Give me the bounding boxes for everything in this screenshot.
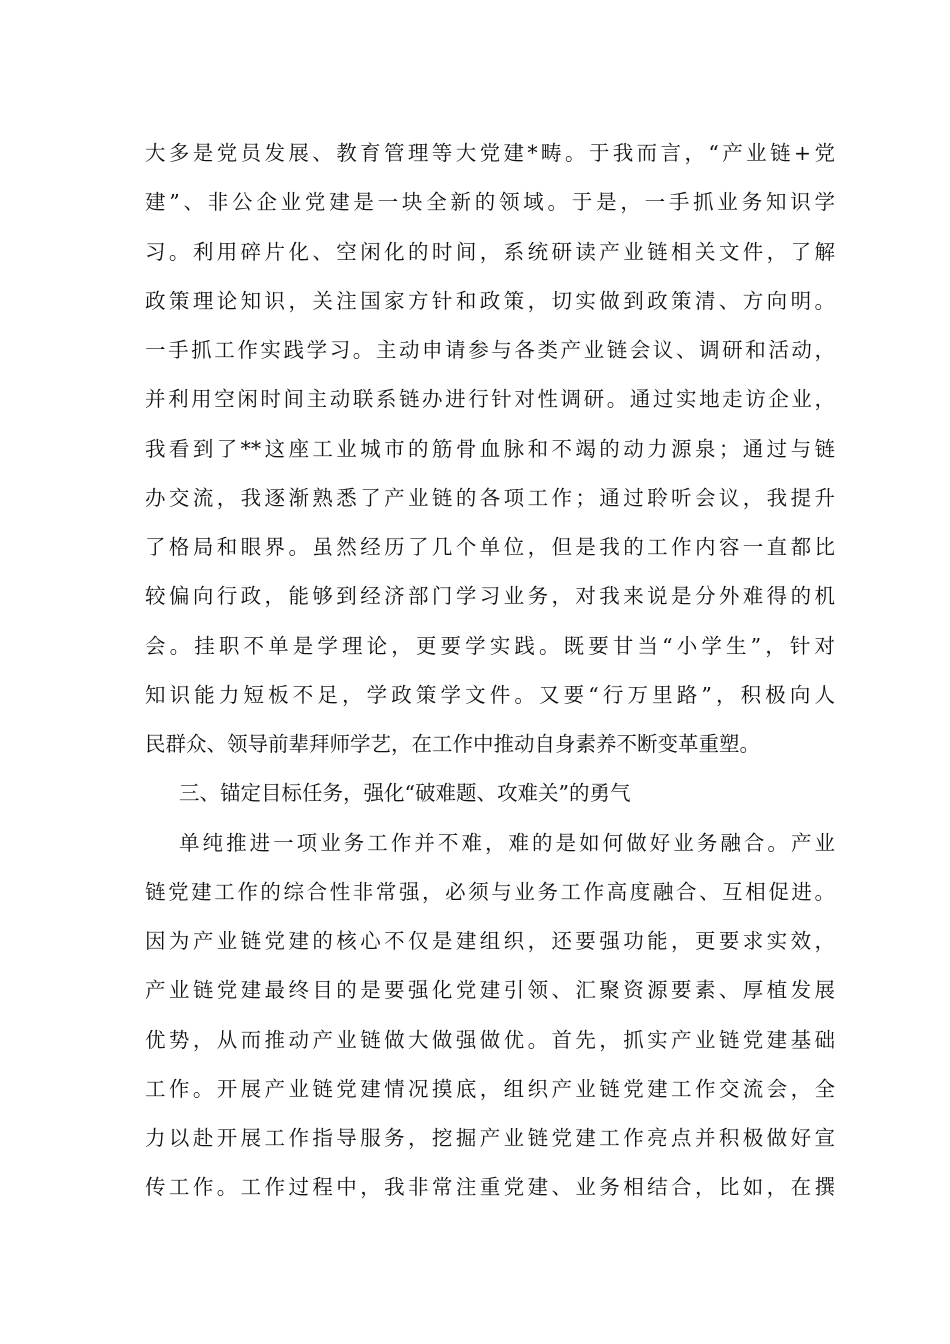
text-line: 了格局和眼界。虽然经历了几个单位，但是我的工作内容一直都比: [145, 535, 835, 559]
text-line: 产业链党建最终目的是要强化党建引领、汇聚资源要素、厚植发展: [145, 978, 835, 1003]
text-line: 习。利用碎片化、空闲化的时间，系统研读产业链相关文件，了解: [145, 239, 835, 264]
text-line: 大多是党员发展、教育管理等大党建*畴。于我而言，“产业链+党: [145, 141, 835, 165]
text-line: 我看到了**这座工业城市的筋骨血脉和不竭的动力源泉；通过与链: [145, 436, 835, 461]
text-line: 办交流，我逐渐熟悉了产业链的各项工作；通过聆听会议，我提升: [145, 485, 835, 510]
text-line: 建”、非公企业党建是一块全新的领域。于是，一手抓业务知识学: [145, 190, 835, 215]
text-line: 较偏向行政，能够到经济部门学习业务，对我来说是分外难得的机: [145, 584, 835, 609]
text-line: 政策理论知识，关注国家方针和政策，切实做到政策清、方向明。: [145, 288, 835, 313]
text-line: 链党建工作的综合性非常强，必须与业务工作高度融合、互相促进。: [145, 879, 835, 904]
text-line: 单纯推进一项业务工作并不难，难的是如何做好业务融合。产业: [179, 830, 835, 855]
text-line: 会。挂职不单是学理论，更要学实践。既要甘当“小学生”，针对: [145, 633, 835, 658]
section-heading: 三、锚定目标任务，强化“破难题、攻难关”的勇气: [179, 781, 631, 806]
text-line: 并利用空闲时间主动联系链办进行针对性调研。通过实地走访企业，: [145, 387, 835, 412]
text-line: 优势，从而推动产业链做大做强做优。首先，抓实产业链党建基础: [145, 1027, 835, 1052]
text-line: 一手抓工作实践学习。主动申请参与各类产业链会议、调研和活动，: [145, 338, 835, 362]
text-line: 传工作。工作过程中，我非常注重党建、业务相结合，比如，在撰: [145, 1175, 835, 1200]
text-line: 知识能力短板不足，学政策学文件。又要“行万里路”，积极向人: [145, 682, 835, 707]
text-line: 力以赴开展工作指导服务，挖掘产业链党建工作亮点并积极做好宣: [145, 1126, 835, 1150]
text-line: 民群众、领导前辈拜师学艺，在工作中推动自身素养不断变革重塑。: [145, 732, 760, 756]
document-body: [145, 129, 835, 1213]
text-line: 因为产业链党建的核心不仅是建组织，还要强功能，更要求实效，: [145, 929, 835, 953]
text-line: 工作。开展产业链党建情况摸底，组织产业链党建工作交流会，全: [145, 1076, 835, 1101]
